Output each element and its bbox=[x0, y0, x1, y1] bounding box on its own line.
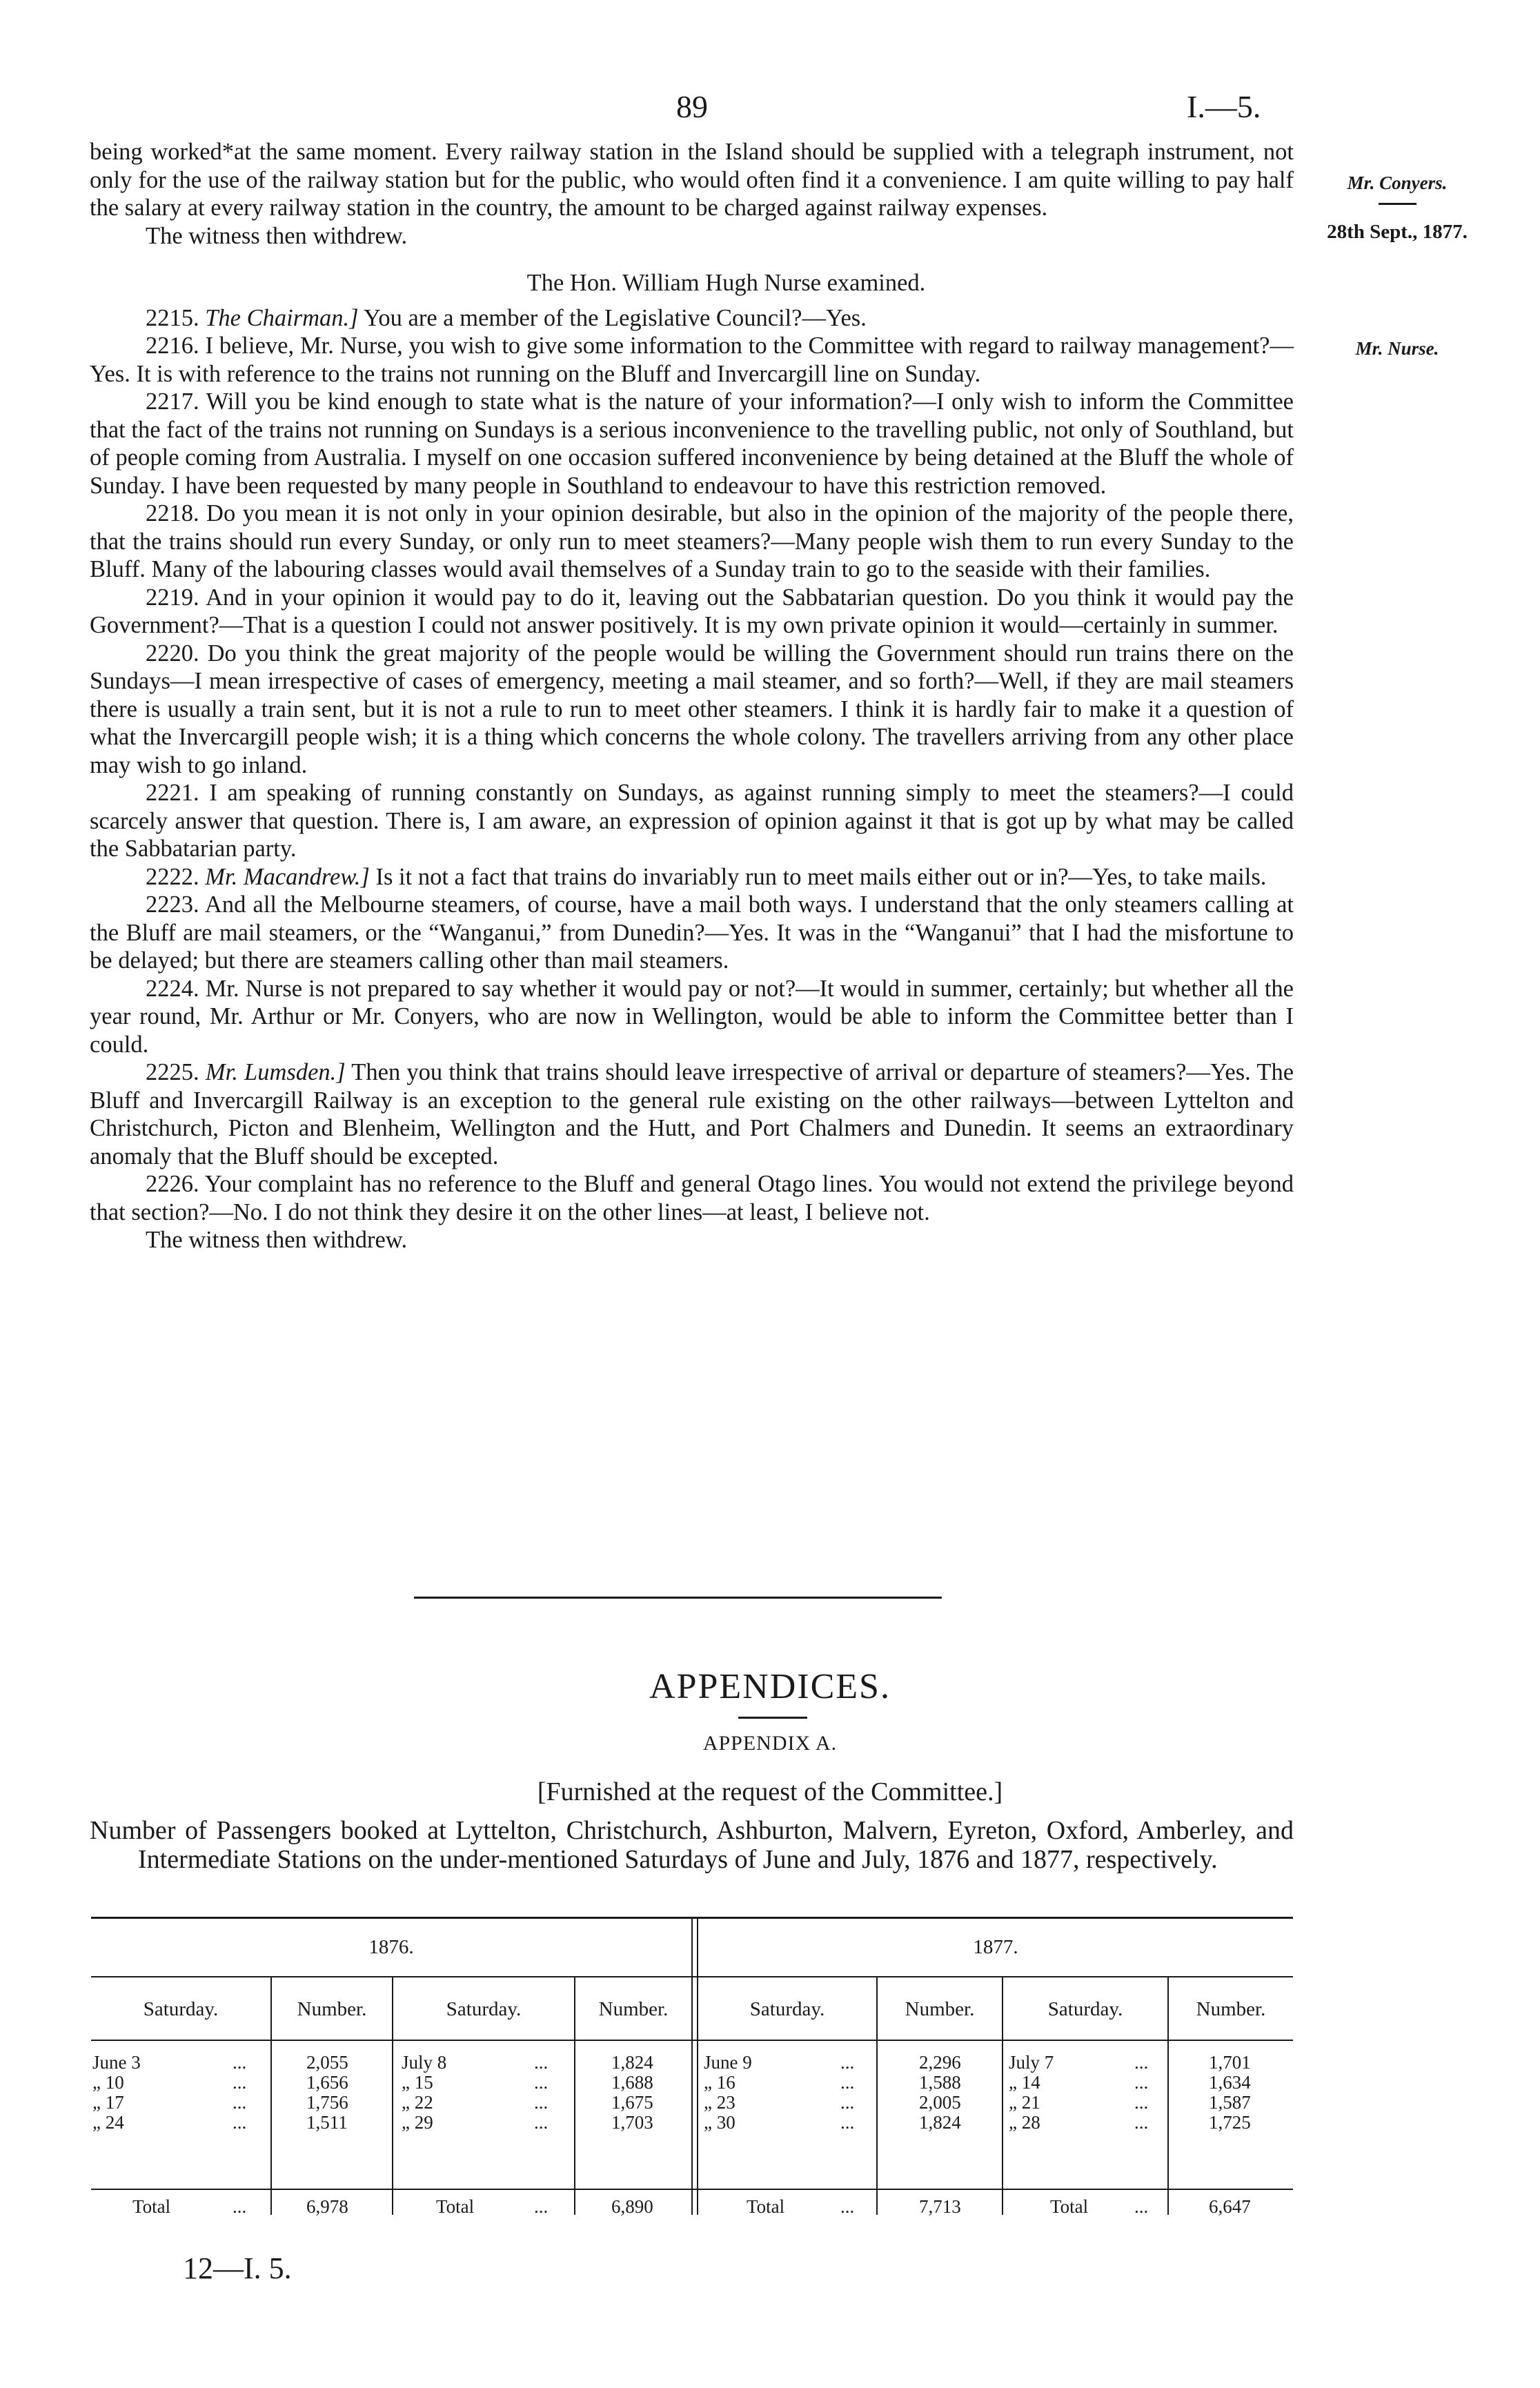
dot-leader: ... bbox=[534, 2112, 549, 2133]
question-text: Is it not a fact that trains do invariably run to meet mails either out or in?—Yes, to take mails. bbox=[369, 863, 1267, 890]
speaker-label: Mr. Macandrew.] bbox=[205, 863, 370, 890]
withdrew-line: The witness then withdrew. bbox=[146, 1227, 408, 1253]
saturday-cell: June 3 bbox=[92, 2052, 141, 2073]
dot-leader: ... bbox=[840, 2092, 855, 2113]
saturday-cell: „ 30 bbox=[704, 2112, 736, 2133]
saturday-cell: „ 15 bbox=[402, 2072, 433, 2093]
saturday-cell: July 7 bbox=[1009, 2052, 1054, 2073]
dot-leader: ... bbox=[534, 2196, 549, 2217]
margin-speaker-nurse: Mr. Nurse. bbox=[1355, 338, 1439, 359]
number-cell: 1,634 bbox=[1209, 2072, 1251, 2093]
dot-leader: ... bbox=[1134, 2052, 1149, 2073]
dot-leader: ... bbox=[534, 2052, 549, 2073]
dot-leader: ... bbox=[840, 2052, 855, 2073]
number-cell: 1,588 bbox=[919, 2072, 961, 2093]
question-text: Then you think that trains should leave irrespective of arrival or departure of steamers?—Yes. The Bluff and Invercargill Railway is an exception to the general rule existing on the other railways—between Lyttelton and Christchurch, Picton and Blenheim, Wellington and the Hutt, and Port Chalmers and Dunedin. It seems an extraordinary anomaly that the Bluff should be excepted. bbox=[90, 1059, 1294, 1170]
year-header-1876: 1876. bbox=[368, 1936, 414, 1958]
number-cell: 2,055 bbox=[306, 2052, 348, 2073]
question-2215 bbox=[90, 304, 1294, 333]
number-cell: 1,688 bbox=[611, 2072, 653, 2093]
col-header-saturday: Saturday. bbox=[749, 1998, 825, 2020]
saturday-cell: „ 14 bbox=[1009, 2072, 1040, 2093]
page-header bbox=[0, 88, 1540, 130]
passengers-table bbox=[91, 1917, 1293, 2215]
table-year-divider bbox=[697, 1917, 698, 2215]
saturday-cell: „ 28 bbox=[1009, 2112, 1040, 2133]
saturday-cell: June 9 bbox=[704, 2052, 752, 2073]
col-header-saturday: Saturday. bbox=[1047, 1998, 1123, 2020]
number-cell: 1,656 bbox=[306, 2072, 348, 2093]
dot-leader: ... bbox=[1134, 2092, 1149, 2113]
margin-speaker-conyers: Mr. Conyers. bbox=[1347, 172, 1448, 193]
saturday-cell: „ 10 bbox=[92, 2072, 124, 2093]
saturday-cell: „ 22 bbox=[402, 2092, 433, 2113]
total-label: Total bbox=[132, 2196, 171, 2217]
saturday-cell: „ 24 bbox=[92, 2112, 124, 2133]
dot-leader: ... bbox=[233, 2092, 247, 2113]
speaker-label: The Chairman.] bbox=[205, 304, 359, 331]
saturday-cell: „ 23 bbox=[704, 2092, 736, 2113]
appendix-heading: APPENDIX A. bbox=[702, 1732, 838, 1755]
question-2226: 2226. Your complaint has no reference to the Bluff and general Otago lines. You would not extend the privilege beyond that section?—No. I do not think they desire it on the other lines—at least, I believe not. bbox=[90, 1171, 1294, 1225]
col-header-number: Number. bbox=[905, 1998, 975, 2020]
margin-date: 28th Sept., 1877. bbox=[1327, 221, 1468, 243]
question-2225 bbox=[90, 1058, 1294, 1170]
total-value: 7,713 bbox=[919, 2196, 961, 2217]
dot-leader: ... bbox=[1134, 2112, 1149, 2133]
dot-leader: ... bbox=[233, 2196, 247, 2217]
paragraph-conyers-end: being worked*at the same moment. Every railway station in the Island should be supplied with a telegraph instrument, not only for the use of the railway station but for the public, who would often find it a convenience. I am quite willing to pay half the salary at every railway station in the country, the amount to be charged against railway expenses. bbox=[90, 139, 1294, 221]
number-cell: 1,701 bbox=[1209, 2052, 1251, 2073]
document-reference: I.—5. bbox=[1187, 89, 1261, 124]
number-cell: 1,824 bbox=[611, 2052, 653, 2073]
number-cell: 2,005 bbox=[919, 2092, 961, 2113]
dot-leader: ... bbox=[233, 2052, 247, 2073]
col-header-number: Number. bbox=[1196, 1998, 1266, 2020]
examined-heading: The Hon. William Hugh Nurse examined. bbox=[526, 270, 926, 296]
question-2223: 2223. And all the Melbourne steamers, of course, have a mail both ways. I understand that the only steamers calling at the Bluff are mail steamers, or the “Wanganui,” from Dunedin?—Yes. It was in the “Wanganui” that I had the misfortune to be delayed; but there are steamers calling other than mail steamers. bbox=[90, 891, 1294, 974]
question-number: 2215. bbox=[146, 304, 199, 331]
year-header-1877: 1877. bbox=[973, 1936, 1018, 1958]
question-2220: 2220. Do you think the great majority of the people would be willing the Government should run trains there on the Sundays—I mean irrespective of cases of emergency, meeting a mail steamer, and so forth?—Well, if they are mail steamers there is usually a train sent, but it is not a rule to run to meet other steamers. I think it is hardly fair to make it a question of what the Invercargill people wish; it is a thing which concerns the whole colony. The travellers arriving from any other place may wish to go inland. bbox=[90, 640, 1294, 778]
dot-leader: ... bbox=[1134, 2072, 1149, 2093]
col-header-number: Number. bbox=[297, 1998, 367, 2020]
total-value: 6,890 bbox=[611, 2196, 653, 2217]
saturday-cell: „ 16 bbox=[704, 2072, 736, 2093]
total-label: Total bbox=[747, 2196, 785, 2217]
number-cell: 1,675 bbox=[611, 2092, 653, 2113]
question-number: 2222. bbox=[146, 863, 199, 890]
question-2222 bbox=[90, 863, 1294, 891]
total-value: 6,647 bbox=[1209, 2196, 1251, 2217]
title-underline bbox=[738, 1717, 807, 1719]
dot-leader: ... bbox=[534, 2092, 549, 2113]
withdrew-line: The witness then withdrew. bbox=[146, 222, 408, 249]
saturday-cell: July 8 bbox=[402, 2052, 447, 2073]
saturday-cell: „ 17 bbox=[92, 2092, 124, 2113]
dot-leader: ... bbox=[840, 2072, 855, 2093]
col-header-saturday: Saturday. bbox=[446, 1998, 522, 2020]
margin-divider bbox=[1379, 203, 1416, 205]
col-header-number: Number. bbox=[598, 1998, 669, 2020]
dot-leader: ... bbox=[233, 2112, 247, 2133]
speaker-label: Mr. Lumsden.] bbox=[205, 1059, 346, 1085]
saturday-cell: „ 29 bbox=[402, 2112, 433, 2133]
appendix-note: [Furnished at the request of the Committee.] bbox=[537, 1777, 1003, 1806]
question-text: You are a member of the Legislative Council?—Yes. bbox=[358, 304, 867, 331]
dot-leader: ... bbox=[534, 2072, 549, 2093]
total-label: Total bbox=[1050, 2196, 1089, 2217]
appendices-title: APPENDICES. bbox=[649, 1667, 891, 1706]
number-cell: 1,725 bbox=[1209, 2112, 1251, 2133]
signature-mark: 12—I. 5. bbox=[183, 2251, 292, 2285]
total-label: Total bbox=[436, 2196, 475, 2217]
dot-leader: ... bbox=[840, 2112, 855, 2133]
table-year-divider bbox=[691, 1917, 693, 2215]
saturday-cell: „ 21 bbox=[1009, 2092, 1040, 2113]
testimony-body bbox=[90, 138, 1294, 1254]
number-cell: 1,511 bbox=[306, 2112, 348, 2133]
section-divider bbox=[414, 1597, 942, 1599]
number-cell: 1,703 bbox=[611, 2112, 653, 2133]
number-cell: 1,587 bbox=[1209, 2092, 1251, 2113]
question-2219: 2219. And in your opinion it would pay to do it, leaving out the Sabbatarian question. Do you think it would pay the Government?—That is a question I could not answer positively. It is my own private opinion it would—certainly in summer. bbox=[90, 584, 1294, 638]
question-2218: 2218. Do you mean it is not only in your opinion desirable, but also in the opinion of the majority of the people there, that the trains should run every Sunday, or only run to meet steamers?—Many people wish them to run every Sunday to the Bluff. Many of the labouring classes would avail themselves of a Sunday train to go to the seaside with their families. bbox=[90, 500, 1294, 582]
question-2217: 2217. Will you be kind enough to state what is the nature of your information?—I only wish to inform the Committee that the fact of the trains not running on Sundays is a serious inconvenience to the travelling public, not only of Southland, but of people coming from Australia. I myself on one occasion suffered inconvenience by being detained at the Bluff the whole of Sunday. I have been requested by many people in Southland to endeavour to have this restriction removed. bbox=[90, 388, 1294, 499]
dot-leader: ... bbox=[840, 2196, 855, 2217]
question-2221: 2221. I am speaking of running constantly on Sundays, as against running simply to meet the steamers?—I could scarcely answer that question. There is, I am aware, an expression of opinion against it that is got up by what may be called the Sabbatarian party. bbox=[90, 780, 1294, 862]
dot-leader: ... bbox=[233, 2072, 247, 2093]
number-cell: 1,824 bbox=[919, 2112, 961, 2133]
page-number: 89 bbox=[676, 89, 708, 124]
number-cell: 2,296 bbox=[919, 2052, 961, 2073]
question-2216: 2216. I believe, Mr. Nurse, you wish to give some information to the Committee with regard to railway management?—Yes. It is with reference to the trains not running on the Bluff and Invercargill line on Sunday. bbox=[90, 333, 1294, 387]
col-header-saturday: Saturday. bbox=[143, 1998, 219, 2020]
number-cell: 1,756 bbox=[306, 2092, 348, 2113]
question-2224: 2224. Mr. Nurse is not prepared to say whether it would pay or not?—It would in summer, certainly; but whether all the year round, Mr. Arthur or Mr. Conyers, who are now in Wellington, would be able to inform the Committee better than I could. bbox=[90, 975, 1294, 1058]
dot-leader: ... bbox=[1134, 2196, 1149, 2217]
total-value: 6,978 bbox=[306, 2196, 348, 2217]
question-number: 2225. bbox=[146, 1059, 199, 1085]
table-caption: Number of Passengers booked at Lyttelton, Christchurch, Ashburton, Malvern, Eyreton, Oxford, Amberley, and Intermediate Stations on the under-mentioned Saturdays of June and July, 1876 and 1877, respectively. bbox=[90, 1816, 1294, 1874]
